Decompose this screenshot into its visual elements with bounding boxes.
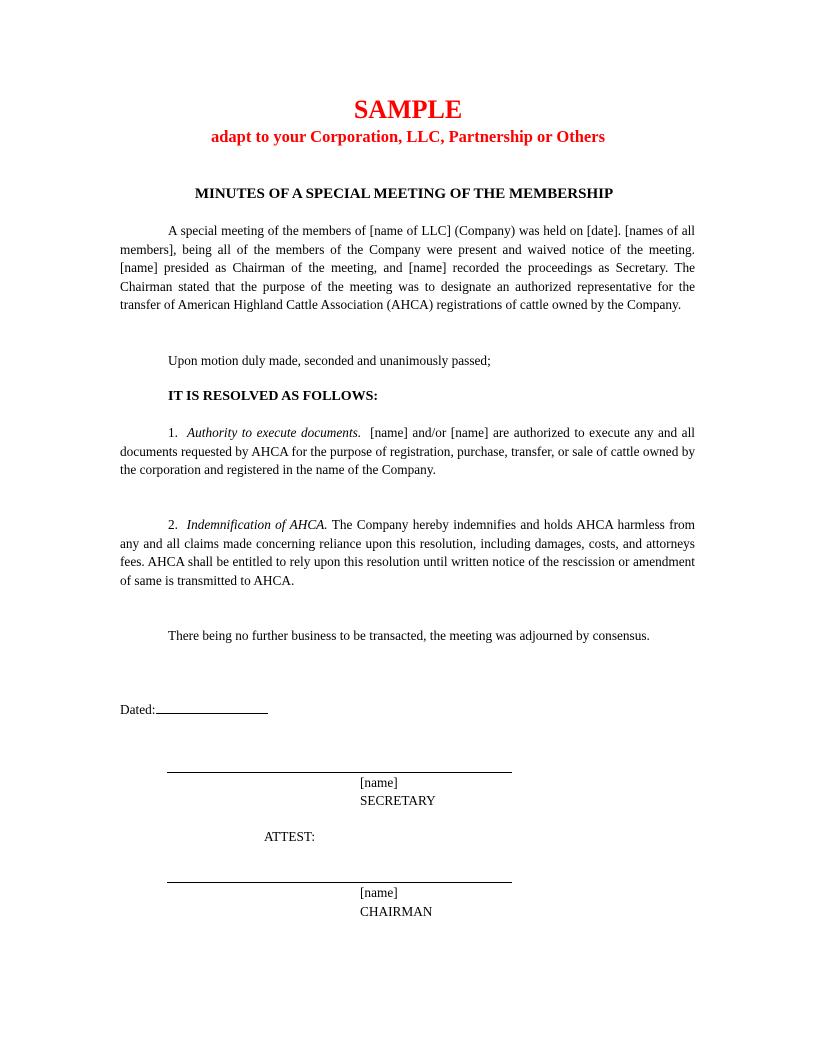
secretary-role: SECRETARY bbox=[360, 793, 436, 808]
closing-paragraph: There being no further business to be transacted, the meeting was adjourned by consensus. bbox=[168, 628, 650, 643]
dated-label: Dated: bbox=[120, 702, 156, 717]
intro-paragraph: A special meeting of the members of [name of LLC] (Company) was held on [date]. [names of all members], being all of the members of the Company were present and waived notice of the meeting. [name] presided as Chairman of the meeting, and [name] recorded the proceedings as Secretary. The Chairman stated that the purpose of the meeting was to designate an authorized representative for the transfer of American Highland Cattle Association (AHCA) registrations of cattle owned by the Company. bbox=[120, 223, 695, 313]
dated-field bbox=[120, 699, 268, 720]
secretary-signature-line bbox=[167, 772, 512, 773]
chairman-role: CHAIRMAN bbox=[360, 904, 433, 919]
dated-blank-line bbox=[156, 699, 268, 714]
item-title: Authority to execute documents. bbox=[187, 425, 362, 440]
item-title: Indemnification of AHCA. bbox=[186, 517, 328, 532]
resolution-item-1 bbox=[120, 424, 695, 480]
item-text: [name] and/or [name] are authorized to execute any and all documents requested by AHCA for the purpose of registration, purchase, transfer, or sale of cattle owned by the corporation and registered in the name of the Company. bbox=[120, 425, 695, 478]
item-number: 1. bbox=[168, 425, 178, 440]
item-text: The Company hereby indemnifies and holds AHCA harmless from any and all claims made concerning reliance upon this resolution, including damages, costs, and attorneys fees. AHCA shall be entitled to rely upon this resolution until written notice of the rescission or amendment of same is transmitted to AHCA. bbox=[120, 517, 695, 588]
resolved-heading: IT IS RESOLVED AS FOLLOWS: bbox=[168, 389, 379, 404]
chairman-name: [name] bbox=[360, 885, 398, 900]
document-heading: MINUTES OF A SPECIAL MEETING OF THE MEMBERSHIP bbox=[194, 186, 614, 202]
item-number: 2. bbox=[168, 517, 178, 532]
sample-subtitle: adapt to your Corporation, LLC, Partnership or Others bbox=[210, 127, 606, 146]
sample-title: SAMPLE bbox=[353, 95, 463, 124]
secretary-name: [name] bbox=[360, 775, 398, 790]
resolution-item-2 bbox=[120, 516, 695, 590]
attest-label: ATTEST: bbox=[264, 829, 316, 844]
chairman-signature-line bbox=[167, 882, 512, 883]
motion-text: Upon motion duly made, seconded and unanimously passed; bbox=[168, 353, 491, 368]
